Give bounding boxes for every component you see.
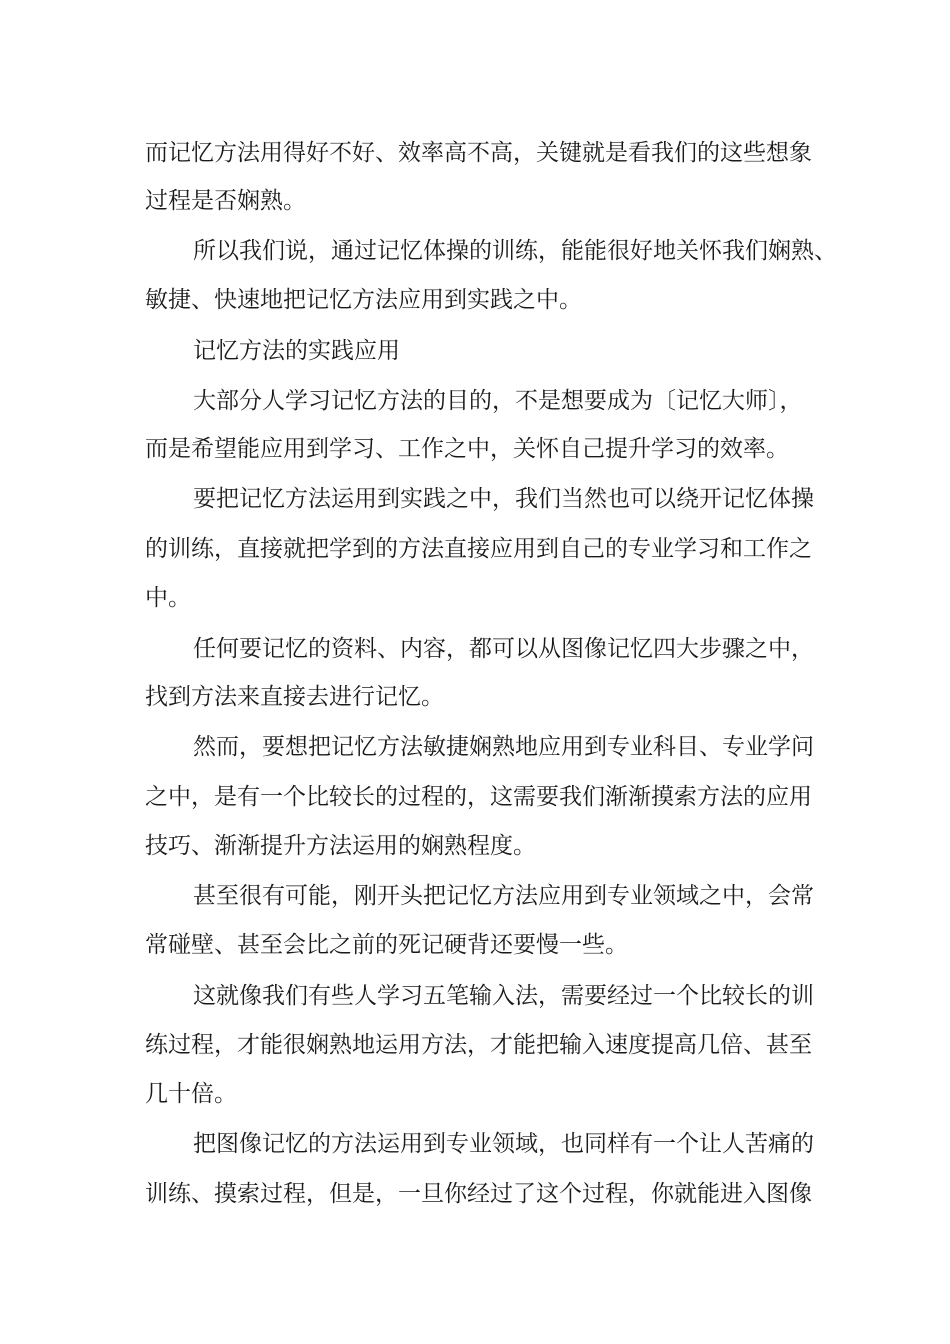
text-line: 敏捷、快速地把记忆方法应用到实践之中。: [145, 287, 582, 313]
text-line: 任何要记忆的资料、内容，都可以从图像记忆四大步骤之中，: [193, 636, 814, 662]
text-line: 然而，要想把记忆方法敏捷娴熟地应用到专业科目、专业学问: [193, 734, 814, 760]
text-line: 练过程，才能很娴熟地运用方法，才能把输入速度提高几倍、甚至: [145, 1032, 812, 1058]
text-line: 技巧、渐渐提升方法运用的娴熟程度。: [145, 833, 536, 859]
text-line: 的训练，直接就把学到的方法直接应用到自己的专业学习和工作之: [145, 536, 812, 562]
text-line: 所以我们说，通过记忆体操的训练，能能很好地关怀我们娴熟、: [193, 238, 837, 264]
section-heading: 记忆方法的实践应用: [193, 338, 400, 364]
text-line: 找到方法来直接去进行记忆。: [145, 684, 444, 710]
text-line: 而是希望能应用到学习、工作之中，关怀自己提升学习的效率。: [145, 436, 789, 462]
text-line: 要把记忆方法运用到实践之中，我们当然也可以绕开记忆体操: [193, 486, 814, 512]
text-line: 之中，是有一个比较长的过程的，这需要我们渐渐摸索方法的应用: [145, 784, 812, 810]
text-line: 常碰壁、甚至会比之前的死记硬背还要慢一些。: [145, 932, 628, 958]
text-line: 中。: [145, 585, 191, 611]
text-line: 几十倍。: [145, 1081, 237, 1107]
text-line: 把图像记忆的方法运用到专业领域，也同样有一个让人苦痛的: [193, 1131, 814, 1157]
text-line: 训练、摸索过程，但是，一旦你经过了这个过程，你就能进入图像: [145, 1181, 812, 1207]
text-line: 而记忆方法用得好不好、效率高不高，关键就是看我们的这些想象: [145, 140, 812, 166]
text-line: 过程是否娴熟。: [145, 188, 306, 214]
text-line: 大部分人学习记忆方法的目的，不是想要成为〔记忆大师〕，: [193, 388, 803, 414]
text-line: 甚至很有可能，刚开头把记忆方法应用到专业领域之中，会常: [193, 883, 814, 909]
text-line: 这就像我们有些人学习五笔输入法，需要经过一个比较长的训: [193, 983, 814, 1009]
